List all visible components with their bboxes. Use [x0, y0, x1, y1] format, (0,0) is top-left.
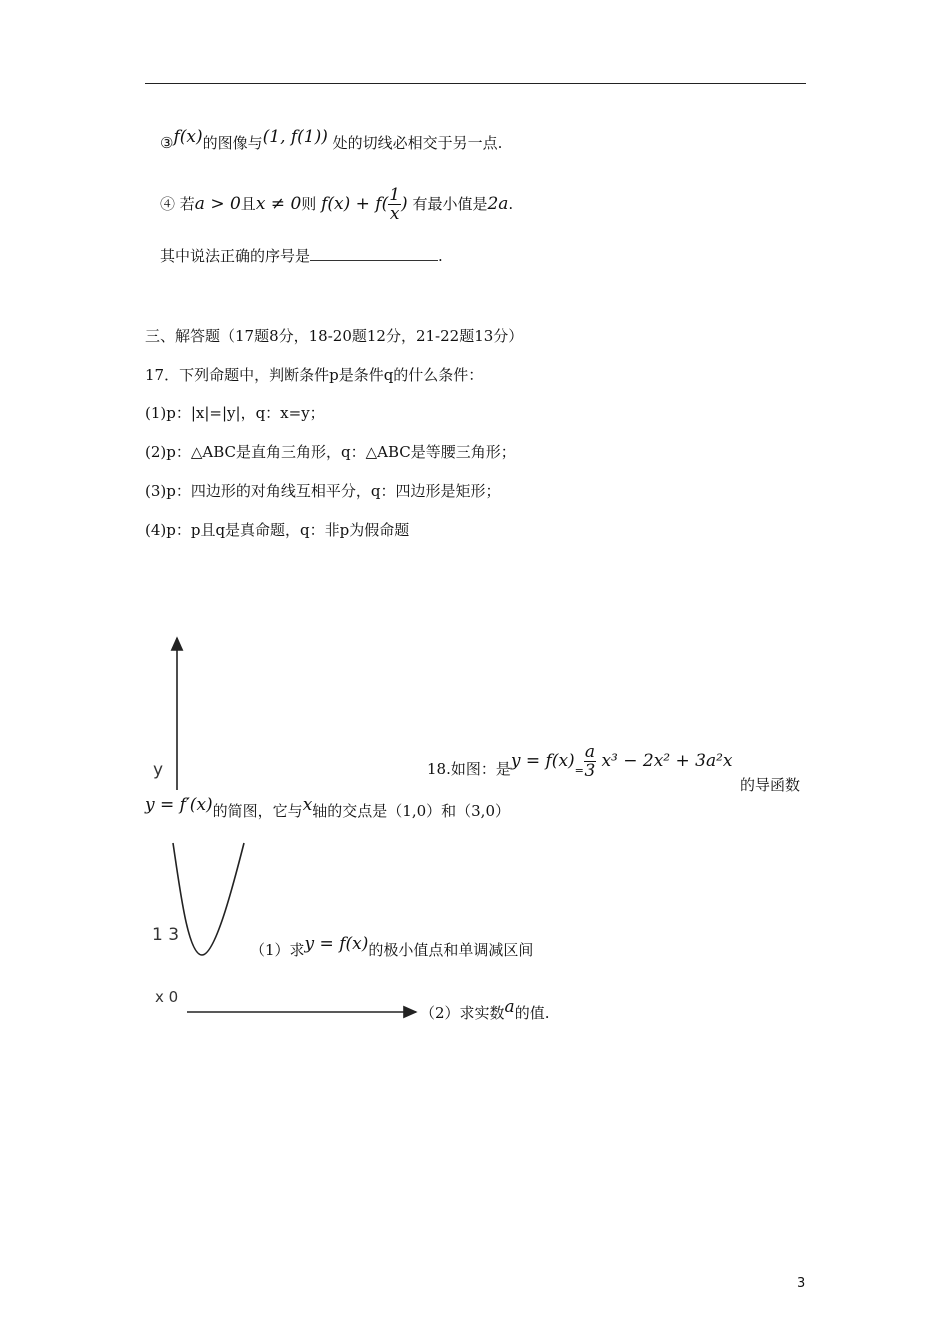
q18-sub2: （2）求实数a的值.	[420, 997, 550, 1022]
math-polynomial: $\frac{a}{3}$ x³ − 2x² + 3a²x	[584, 742, 733, 781]
math-cond-x: x ≠ 0	[255, 194, 302, 214]
q18-sub1: （1）求y = f(x)的极小值点和单调减区间	[250, 934, 534, 959]
q18-line1: 18.如图：是y = f(x)= $\frac{a}{3}$ x³ − 2x² + 3a²x	[427, 742, 733, 781]
section-title: 三、解答题（17题8分，18-20题12分，21-22题13分）	[145, 327, 524, 345]
q17-part-1: (1)p：|x|=|y|，q：x=y；	[145, 404, 325, 422]
q17-part-3: (3)p：四边形的对角线互相平分，q：四边形是矩形；	[145, 482, 501, 500]
math-point: (1, f(1))	[262, 127, 328, 147]
item-4: ④ 若a > 0且x ≠ 0则 f(x) + f( $\frac{1}{x}$ ) 有最小值是2a.	[160, 185, 514, 224]
q18-tail: 的导函数	[740, 776, 801, 794]
origin-label: x 0	[155, 988, 179, 1006]
math-expression: f(x) + f( $\frac{1}{x}$ )	[321, 185, 408, 224]
math-cond-a: a > 0	[194, 194, 241, 214]
math-y-fx-2: y = f(x)	[304, 934, 369, 954]
q18-line2: y = f′(x)的简图，它与x轴的交点是（1,0）和（3,0）	[145, 795, 510, 820]
math-derivative: y = f′(x)	[145, 795, 213, 815]
item-3: ③f(x)的图像与(1, f(1)) 处的切线必相交于另一点.	[160, 127, 503, 152]
tick-labels: 1 3	[152, 925, 180, 945]
q17-part-4: (4)p：p且q是真命题，q：非p为假命题	[145, 521, 410, 539]
q17-stem: 17．下列命题中，判断条件p是条件q的什么条件：	[145, 366, 484, 384]
y-axis-label: y	[153, 760, 164, 780]
page-number: 3	[797, 1276, 806, 1291]
q17-part-2: (2)p：△ABC是直角三角形，q：△ABC是等腰三角形；	[145, 443, 516, 461]
math-min: 2a	[487, 194, 509, 214]
math-y-fx: y = f(x)	[510, 751, 575, 771]
parabola-curve	[173, 843, 244, 955]
math-f-x: f(x)	[173, 127, 203, 147]
question-line: 其中说法正确的序号是 .	[160, 247, 443, 265]
